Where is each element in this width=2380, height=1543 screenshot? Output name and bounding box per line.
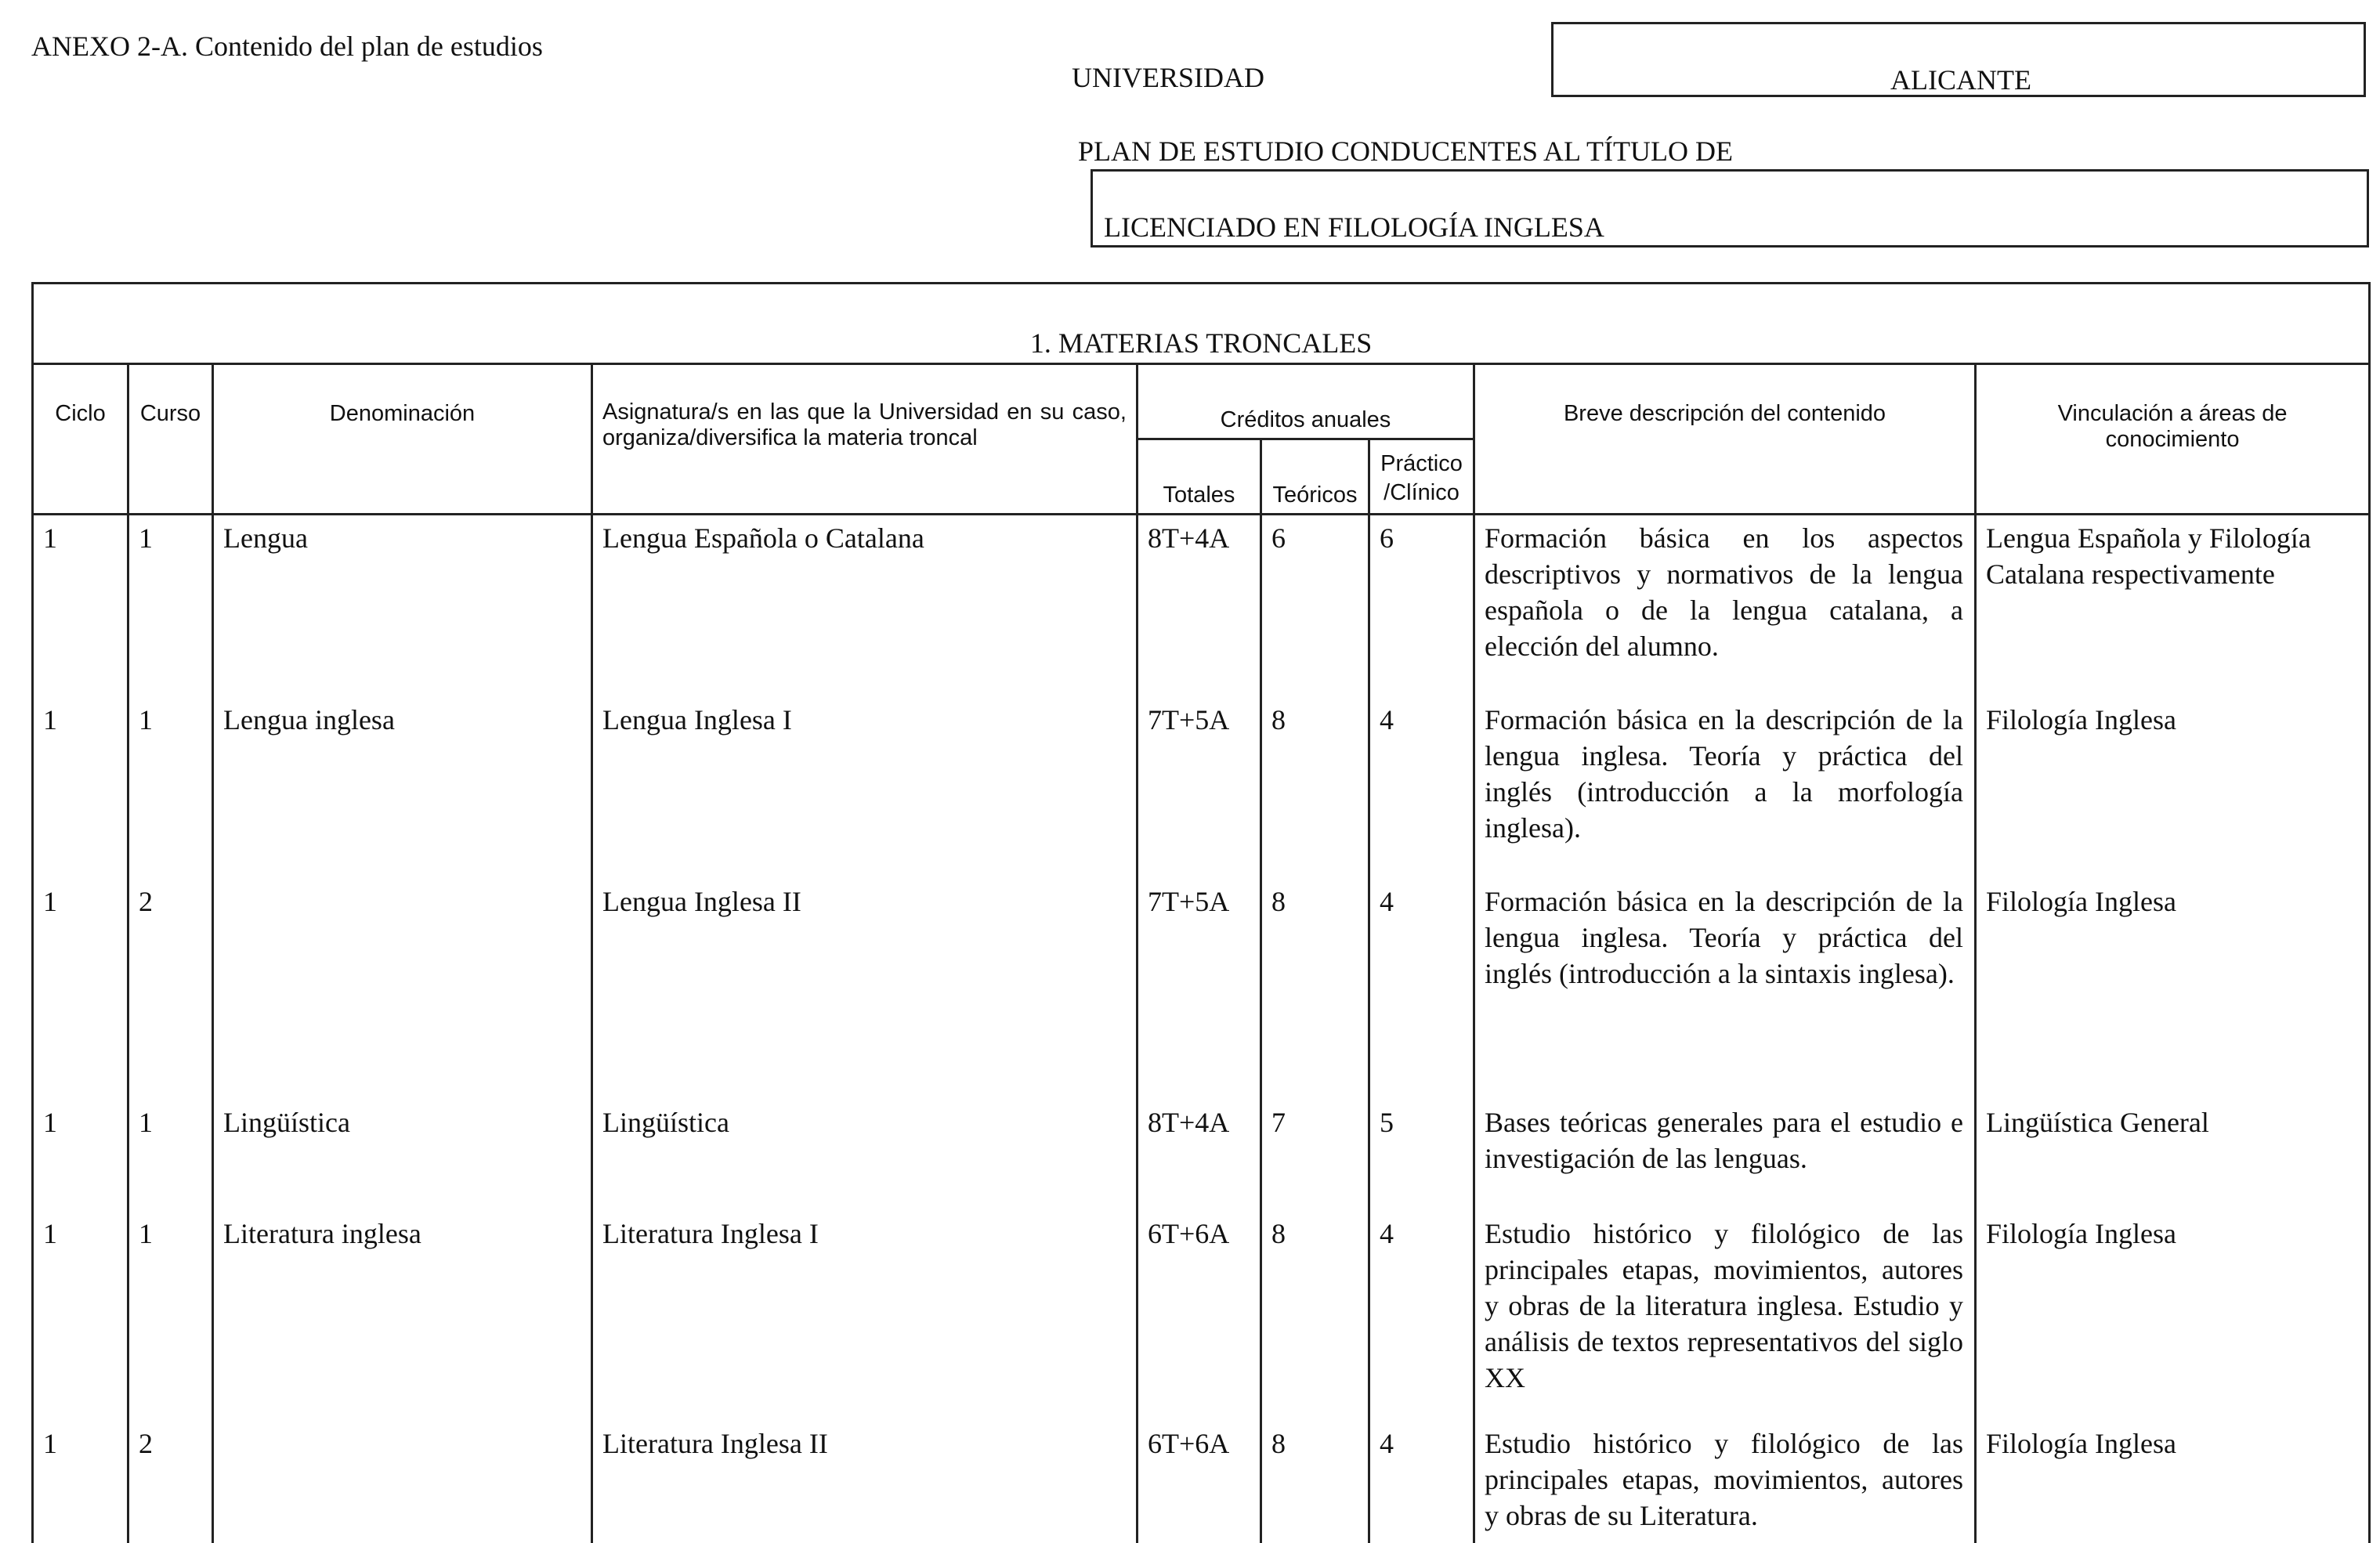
cell-practico: 5	[1369, 1100, 1474, 1211]
cell-descripcion: Bases teóricas generales para el estudio e investigación de las lenguas.	[1474, 1100, 1976, 1211]
annex-heading: ANEXO 2-A. Contenido del plan de estudios	[31, 31, 543, 62]
cell-denominacion	[213, 1421, 592, 1543]
cell-totales: 7T+5A	[1138, 879, 1261, 1100]
cell-totales: 8T+4A	[1138, 1100, 1261, 1211]
cell-vinculacion: Filología Inglesa	[1976, 1211, 2370, 1421]
cell-totales: 6T+6A	[1138, 1211, 1261, 1421]
cell-practico: 4	[1369, 1211, 1474, 1421]
plan-label: PLAN DE ESTUDIO CONDUCENTES AL TÍTULO DE	[1078, 136, 1733, 167]
col-curso: Curso	[128, 364, 213, 515]
table-row	[33, 1421, 2370, 1543]
cell-descripcion: Estudio histórico y filológico de las principales etapas, movimientos, autores y obras de su Literatura.	[1474, 1421, 1976, 1543]
col-creditos: Créditos anuales	[1138, 364, 1474, 439]
table-row	[33, 515, 2370, 698]
cell-totales: 8T+4A	[1138, 515, 1261, 698]
cell-vinculacion: Filología Inglesa	[1976, 879, 2370, 1100]
cell-teoricos: 8	[1261, 879, 1369, 1100]
cell-asignatura: Lingüística	[592, 1100, 1138, 1211]
col-totales: Totales	[1138, 439, 1261, 515]
degree-title-value: LICENCIADO EN FILOLOGÍA INGLESA	[1104, 211, 1604, 243]
cell-asignatura: Lengua Española o Catalana	[592, 515, 1138, 698]
table-row	[33, 1211, 2370, 1421]
cell-descripcion: Formación básica en la descripción de la lengua inglesa. Teoría y práctica del inglés (introducción a la sintaxis inglesa).	[1474, 879, 1976, 1100]
cell-curso: 1	[128, 1100, 213, 1211]
cell-vinculacion: Lingüística General	[1976, 1100, 2370, 1211]
cell-curso: 1	[128, 515, 213, 698]
cell-practico: 6	[1369, 515, 1474, 698]
cell-asignatura: Literatura Inglesa II	[592, 1421, 1138, 1543]
cell-curso: 2	[128, 1421, 213, 1543]
cell-practico: 4	[1369, 697, 1474, 879]
university-box	[1551, 22, 2366, 97]
cell-teoricos: 7	[1261, 1100, 1369, 1211]
cell-totales: 7T+5A	[1138, 697, 1261, 879]
cell-vinculacion: Filología Inglesa	[1976, 697, 2370, 879]
table-row	[33, 697, 2370, 879]
cell-descripcion: Estudio histórico y filológico de las principales etapas, movimientos, autores y obras de la literatura inglesa. Estudio y análisis de textos representativos del siglo XX	[1474, 1211, 1976, 1421]
cell-teoricos: 8	[1261, 1211, 1369, 1421]
cell-curso: 1	[128, 697, 213, 879]
university-value: ALICANTE	[1890, 64, 2031, 96]
cell-ciclo: 1	[33, 1421, 128, 1543]
section-title: 1. MATERIAS TRONCALES	[33, 284, 2370, 364]
cell-denominacion	[213, 879, 592, 1100]
cell-ciclo: 1	[33, 1100, 128, 1211]
cell-ciclo: 1	[33, 1211, 128, 1421]
table-row	[33, 1100, 2370, 1211]
cell-descripcion: Formación básica en la descripción de la lengua inglesa. Teoría y práctica del inglés (introducción a la morfología inglesa).	[1474, 697, 1976, 879]
cell-totales: 6T+6A	[1138, 1421, 1261, 1543]
col-practico: Práctico /Clínico	[1369, 439, 1474, 515]
cell-curso: 1	[128, 1211, 213, 1421]
cell-vinculacion: Filología Inglesa	[1976, 1421, 2370, 1543]
col-asignatura: Asignatura/s en las que la Universidad en su caso, organiza/diversifica la materia troncal	[592, 364, 1138, 515]
degree-title-box	[1091, 169, 2369, 248]
cell-vinculacion: Lengua Española y Filología Catalana respectivamente	[1976, 515, 2370, 698]
cell-descripcion: Formación básica en los aspectos descriptivos y normativos de la lengua española o de la lengua catalana, a elección del alumno.	[1474, 515, 1976, 698]
cell-denominacion: Lengua	[213, 515, 592, 698]
cell-practico: 4	[1369, 1421, 1474, 1543]
col-vinculacion: Vinculación a áreas de conocimiento	[1976, 364, 2370, 515]
col-teoricos: Teóricos	[1261, 439, 1369, 515]
cell-teoricos: 8	[1261, 697, 1369, 879]
subjects-table	[31, 282, 2371, 1543]
cell-denominacion: Lengua inglesa	[213, 697, 592, 879]
cell-ciclo: 1	[33, 879, 128, 1100]
cell-denominacion: Literatura inglesa	[213, 1211, 592, 1421]
cell-asignatura: Lengua Inglesa II	[592, 879, 1138, 1100]
col-descripcion: Breve descripción del contenido	[1474, 364, 1976, 515]
cell-ciclo: 1	[33, 515, 128, 698]
cell-asignatura: Lengua Inglesa I	[592, 697, 1138, 879]
table-row	[33, 879, 2370, 1100]
cell-practico: 4	[1369, 879, 1474, 1100]
cell-curso: 2	[128, 879, 213, 1100]
col-ciclo: Ciclo	[33, 364, 128, 515]
cell-denominacion: Lingüística	[213, 1100, 592, 1211]
cell-teoricos: 8	[1261, 1421, 1369, 1543]
university-label: UNIVERSIDAD	[1072, 62, 1264, 93]
cell-teoricos: 6	[1261, 515, 1369, 698]
cell-asignatura: Literatura Inglesa I	[592, 1211, 1138, 1421]
cell-ciclo: 1	[33, 697, 128, 879]
col-denominacion: Denominación	[213, 364, 592, 515]
